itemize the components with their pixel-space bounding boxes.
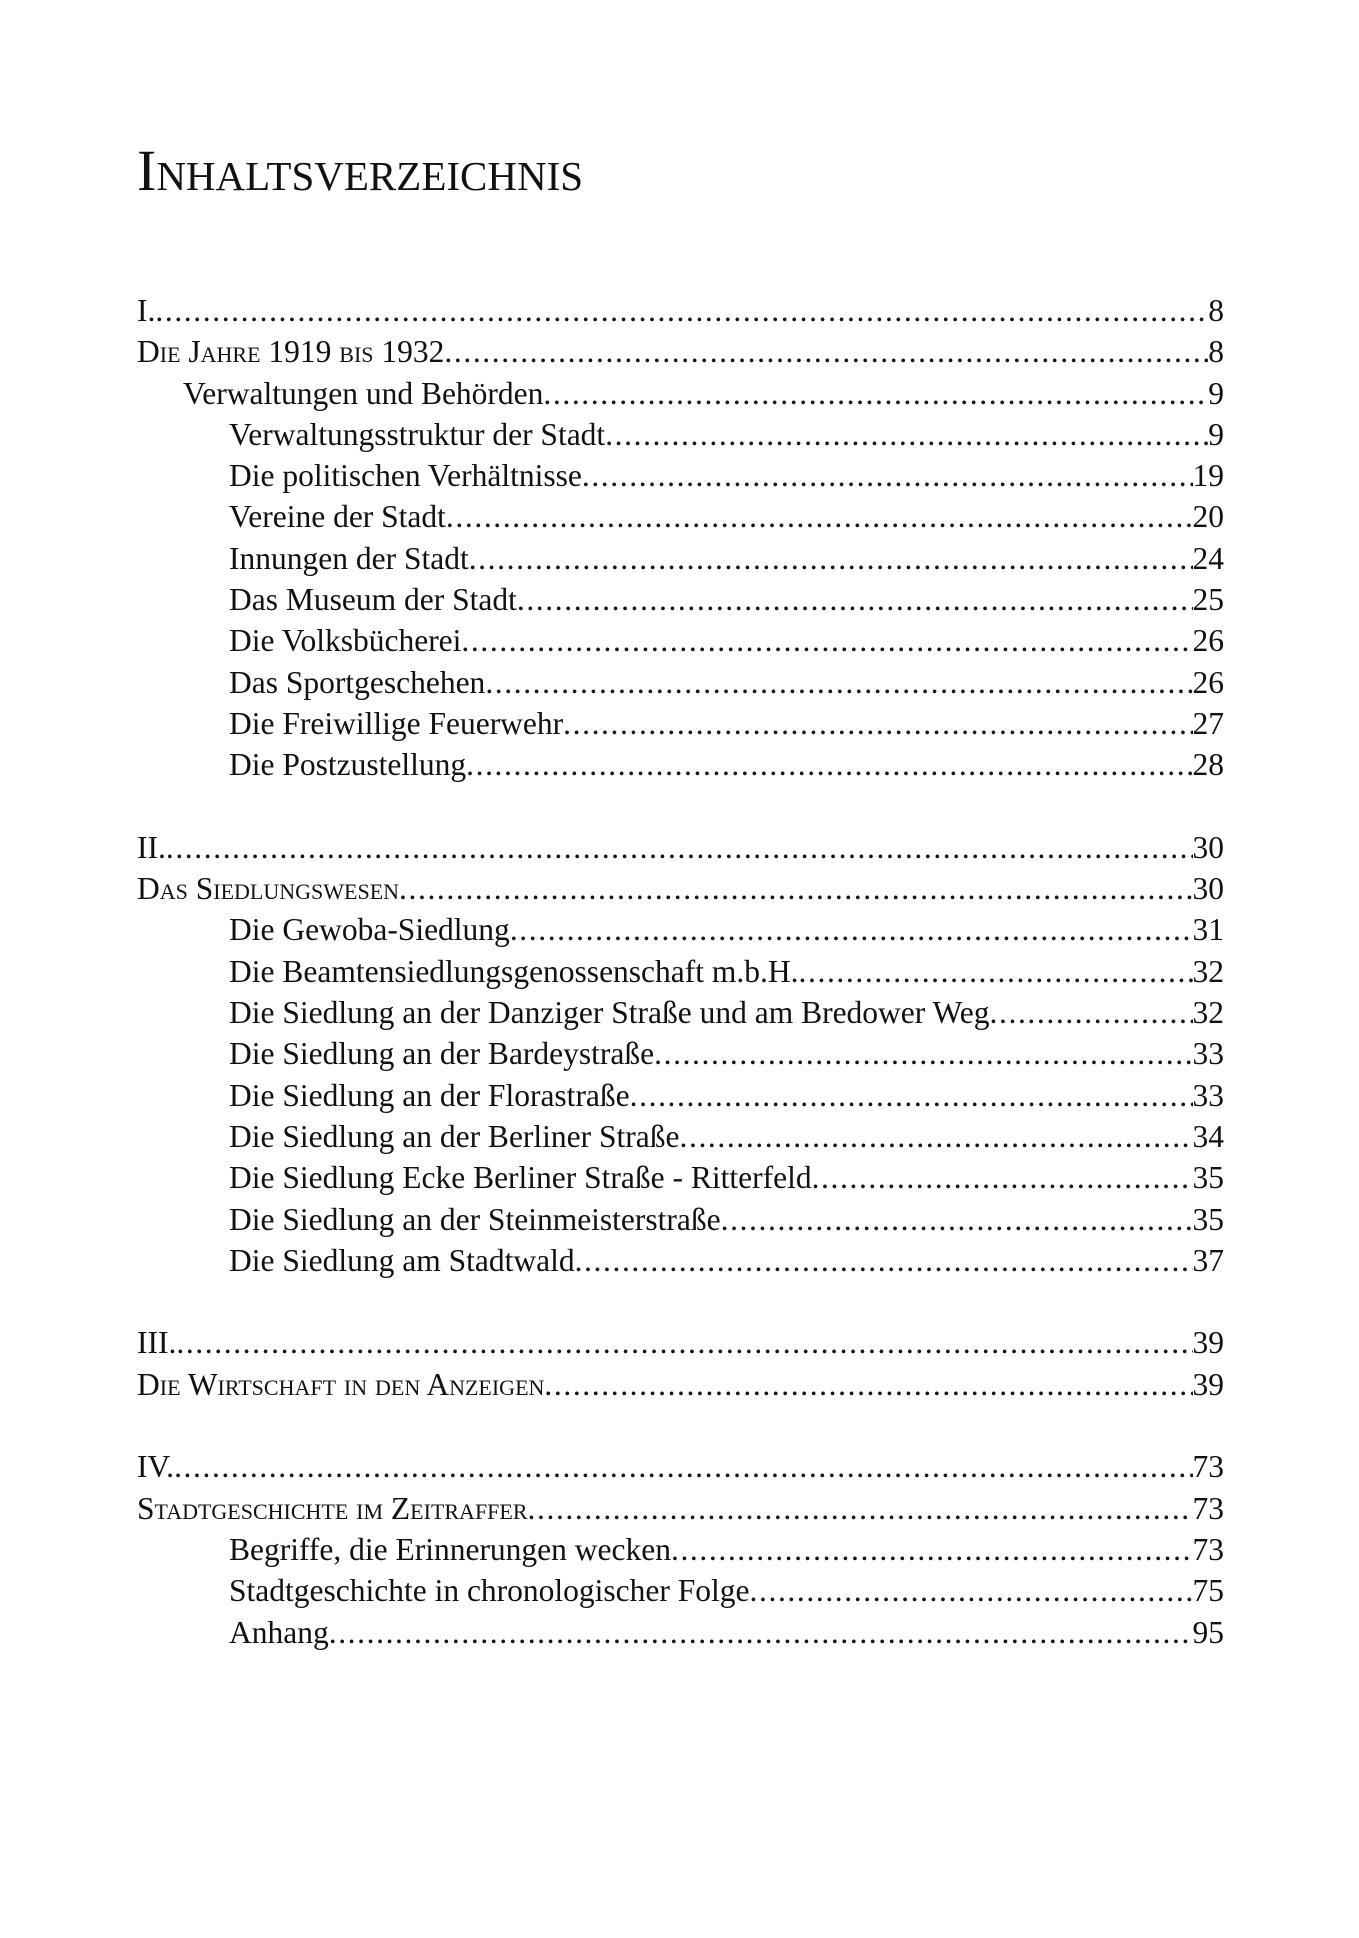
toc-part-number[interactable]	[137, 1446, 1224, 1487]
toc-page-number: 33	[1192, 1077, 1224, 1113]
dot-leader	[510, 909, 1193, 950]
toc-page-number: 33	[1192, 1036, 1224, 1072]
toc-page-number: 73	[1192, 1490, 1224, 1526]
toc-page-number: 95	[1192, 1614, 1224, 1650]
toc-entry-label: Innungen der Stadt	[229, 540, 469, 576]
section-spacer	[137, 786, 1224, 827]
dot-leader	[543, 373, 1208, 414]
toc-entry[interactable]	[137, 1199, 1224, 1240]
toc-entry-label: Das Sportgeschehen	[229, 664, 486, 700]
dot-leader	[544, 1364, 1192, 1405]
dot-leader	[630, 1075, 1193, 1116]
toc-page-number: 73	[1192, 1531, 1224, 1567]
toc-entry[interactable]	[137, 620, 1224, 661]
toc-part-number[interactable]	[137, 290, 1224, 331]
dot-leader	[469, 538, 1193, 579]
dot-leader	[605, 414, 1208, 455]
toc-entry-label: Die Beamtensiedlungsgenossenschaft m.b.H.	[229, 953, 799, 989]
toc-page-number: 31	[1192, 912, 1224, 948]
section-spacer	[137, 1405, 1224, 1446]
dot-leader	[575, 1240, 1193, 1281]
toc-entry-label: Das Museum der Stadt	[229, 582, 517, 618]
toc-chapter-heading[interactable]	[137, 1488, 1224, 1529]
toc-entry-label: Die Jahre 1919 bis 1932	[137, 334, 445, 370]
dot-leader	[582, 455, 1193, 496]
toc-entry-label: Verwaltungsstruktur der Stadt	[229, 416, 606, 452]
toc-page-number: 39	[1192, 1366, 1224, 1402]
dot-leader	[485, 662, 1192, 703]
toc-entry[interactable]	[137, 744, 1224, 785]
dot-leader	[671, 1529, 1193, 1570]
dot-leader	[461, 620, 1192, 661]
toc-chapter-heading[interactable]	[137, 868, 1224, 909]
toc-page-number: 35	[1192, 1160, 1224, 1196]
toc-entry[interactable]	[137, 703, 1224, 744]
toc-entry-label: Die Siedlung am Stadtwald	[229, 1242, 575, 1278]
toc-entry-label: Stadtgeschichte im Zeitraffer	[137, 1490, 528, 1526]
dot-leader	[466, 744, 1192, 785]
toc-entry[interactable]	[137, 662, 1224, 703]
toc-entry-label: Die Gewoba-Siedlung	[229, 912, 510, 948]
toc-entry-label: Die Siedlung Ecke Berliner Straße - Ritterfeld	[229, 1160, 812, 1196]
toc-page-number: 32	[1192, 953, 1224, 989]
toc-page-number: 27	[1192, 705, 1224, 741]
toc-entry[interactable]	[137, 373, 1224, 414]
toc-entry[interactable]	[137, 1033, 1224, 1074]
page-title: Inhaltsverzeichnis	[137, 138, 584, 203]
toc-page-number: 73	[1192, 1449, 1224, 1485]
toc-entry-label: Die Siedlung an der Steinmeisterstraße	[229, 1201, 721, 1237]
toc-page-number: 25	[1192, 582, 1224, 618]
toc-page-number: 26	[1192, 623, 1224, 659]
toc-page-number: 30	[1192, 829, 1224, 865]
toc-entry-label: Verwaltungen und Behörden	[183, 375, 544, 411]
dot-leader	[399, 868, 1192, 909]
toc-entry[interactable]	[137, 455, 1224, 496]
toc-entry[interactable]	[137, 538, 1224, 579]
toc-entry[interactable]	[137, 909, 1224, 950]
toc-entry-label: Die Freiwillige Feuerwehr	[229, 705, 564, 741]
toc-entry[interactable]	[137, 1240, 1224, 1281]
toc-entry[interactable]	[137, 1157, 1224, 1198]
toc-page-number: 39	[1192, 1325, 1224, 1361]
dot-leader	[680, 1116, 1193, 1157]
toc-part-number[interactable]	[137, 827, 1224, 868]
toc-chapter-heading[interactable]	[137, 331, 1224, 372]
toc-page-number: 8	[1208, 334, 1224, 370]
dot-leader	[329, 1612, 1193, 1653]
toc-page-number: 35	[1192, 1201, 1224, 1237]
toc-entry-label: IV.	[137, 1449, 175, 1485]
toc-entry[interactable]	[137, 1116, 1224, 1157]
toc-entry-label: Das Siedlungswesen	[137, 871, 400, 907]
toc-entry-label: Die Wirtschaft in den Anzeigen	[137, 1366, 545, 1402]
toc-page-number: 9	[1208, 416, 1224, 452]
toc-entry[interactable]	[137, 1570, 1224, 1611]
toc-page-number: 75	[1192, 1573, 1224, 1609]
dot-leader	[155, 290, 1208, 331]
toc-page-number: 37	[1192, 1242, 1224, 1278]
dot-leader	[517, 579, 1193, 620]
toc-entry-label: II.	[137, 829, 166, 865]
toc-entry-label: Anhang	[229, 1614, 329, 1650]
toc-entry-label: I.	[137, 293, 156, 328]
toc-page-number: 32	[1192, 995, 1224, 1031]
dot-leader	[528, 1488, 1193, 1529]
toc-page-number: 28	[1192, 747, 1224, 783]
toc-entry[interactable]	[137, 1612, 1224, 1653]
toc-entry[interactable]	[137, 579, 1224, 620]
dot-leader	[176, 1322, 1192, 1363]
dot-leader	[990, 992, 1193, 1033]
toc-page-number: 19	[1192, 458, 1224, 494]
dot-leader	[444, 331, 1208, 372]
toc-entry-label: Die politischen Verhältnisse	[229, 458, 582, 494]
table-of-contents	[137, 290, 1224, 1653]
dot-leader	[654, 1033, 1192, 1074]
toc-page-number: 8	[1208, 293, 1224, 328]
toc-page-number: 9	[1208, 375, 1224, 411]
section-spacer	[137, 1281, 1224, 1322]
toc-page-number: 26	[1192, 664, 1224, 700]
toc-entry-label: III.	[137, 1325, 177, 1361]
dot-leader	[166, 827, 1193, 868]
dot-leader	[750, 1570, 1193, 1611]
toc-entry[interactable]	[137, 951, 1224, 992]
toc-entry[interactable]	[137, 414, 1224, 455]
dot-leader	[174, 1446, 1192, 1487]
toc-chapter-heading[interactable]	[137, 1364, 1224, 1405]
toc-entry-label: Stadtgeschichte in chronologischer Folge	[229, 1573, 750, 1609]
toc-entry[interactable]	[137, 1529, 1224, 1570]
toc-entry[interactable]	[137, 1075, 1224, 1116]
toc-entry[interactable]	[137, 496, 1224, 537]
dot-leader	[799, 951, 1193, 992]
toc-entry-label: Die Siedlung an der Florastraße	[229, 1077, 630, 1113]
toc-entry-label: Die Postzustellung	[229, 747, 467, 783]
toc-entry[interactable]	[137, 992, 1224, 1033]
dot-leader	[721, 1199, 1193, 1240]
dot-leader	[446, 496, 1193, 537]
toc-page-number: 30	[1192, 871, 1224, 907]
toc-page-number: 24	[1192, 540, 1224, 576]
toc-entry-label: Begriffe, die Erinnerungen wecken	[229, 1531, 671, 1567]
toc-page-number: 20	[1192, 499, 1224, 535]
toc-part-number[interactable]	[137, 1322, 1224, 1363]
dot-leader	[563, 703, 1192, 744]
toc-page-number: 34	[1192, 1118, 1224, 1154]
dot-leader	[812, 1157, 1193, 1198]
toc-entry-label: Die Siedlung an der Berliner Straße	[229, 1118, 680, 1154]
toc-entry-label: Vereine der Stadt	[229, 499, 446, 535]
toc-entry-label: Die Siedlung an der Danziger Straße und am Bredower Weg	[229, 995, 990, 1031]
toc-entry-label: Die Volksbücherei	[229, 623, 462, 659]
toc-entry-label: Die Siedlung an der Bardeystraße	[229, 1036, 655, 1072]
